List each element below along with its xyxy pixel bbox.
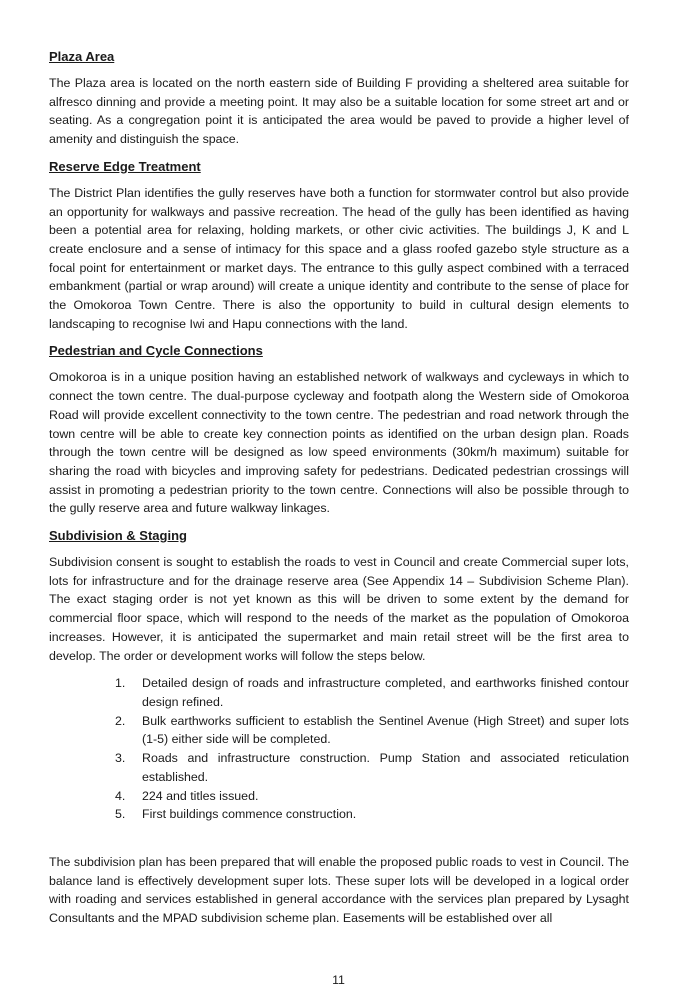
list-item [115,674,629,711]
list-item [115,749,629,786]
section-paragraph: The Plaza area is located on the north eastern side of Building F providing a sheltered area suitable for alfresco dinning and provide a meeting point. It may also be a suitable location for some street art and or seating. As a congregation point it is anticipated the area would be paved to provide a higher level of amenity and distinguish the space. [49,76,629,147]
section-paragraph: Omokoroa is in a unique position having an established network of walkways and cycleways in which to connect the town centre. The dual-purpose cycleway and footpath along the Western side of Omokoroa Road will provide excellent connectivity to the town centre. The pedestrian and road network through the town centre will be able to create key connection points as identified on the urban design plan. Roads through the town centre will be designed as low speed environments (30km/h maximum) suitable for sharing the road with bicycles and improving safety for pedestrians. Dedicated pedestrian crossings will assist in promoting a pedestrian priority to the town centre. Connections will also be possible through to the gully reserve area and future walkway linkages. [49,370,629,516]
list-item-number: 4. [115,788,126,803]
section-heading: Pedestrian and Cycle Connections [49,343,263,359]
list-item-number: 1. [115,676,126,691]
list-item-text: 224 and titles issued. [142,788,259,803]
list-item-number: 2. [115,713,126,728]
section-plaza-area [49,48,629,149]
list-item-text: Bulk earthworks sufficient to establish the Sentinel Avenue (High Street) and super lots (1-5) either side will be completed. [142,713,629,747]
section-heading: Subdivision & Staging [49,528,187,544]
list-item-text: First buildings commence construction. [142,807,357,822]
section-paragraph: Subdivision consent is sought to establish the roads to vest in Council and create Commercial super lots, lots for infrastructure and for the drainage reserve area (See Appendix 14 – Subdivision Scheme Plan). The exact staging order is not yet known as this will be driven to some extent by the demand for commercial floor space, which will respond to the needs of the market as the population of Omokoroa increases. However, it is anticipated the supermarket and main retail street will be the first area to develop. The order or development works will follow the steps below. [49,555,629,663]
section-subdivision-staging [49,527,629,665]
document-page [49,48,629,937]
list-item [115,787,629,806]
list-item [115,712,629,749]
section-pedestrian-cycle-connections [49,342,629,518]
staging-steps-list [115,674,629,824]
section-heading: Plaza Area [49,49,115,64]
page-number: 11 [332,973,345,987]
section-reserve-edge-treatment [49,158,629,334]
list-item-text: Detailed design of roads and infrastructure completed, and earthworks finished contour design refined. [142,676,629,709]
spacer [49,824,629,853]
section-paragraph: The District Plan identifies the gully reserves have both a function for stormwater control but also provide an opportunity for walkways and passive recreation. The head of the gully has been identified as having been a potential area for relaxing, holding markets, or other civic activities. The buildings J, K and L create enclosure and a sense of intimacy for this space and a glass roofed gazebo style structure as a focal point for entertainment or market days. The entrance to this gully aspect combined with a terraced embankment (partial or wrap around) will create a unique identity and contribute to the sense of place for the Omokoroa Town Centre. There is also the opportunity to build in cultural design elements to landscaping to recognise Iwi and Hapu connections with the land. [49,185,629,331]
list-item-number: 3. [115,751,126,766]
list-item [115,805,629,824]
section-heading: Reserve Edge Treatment [49,158,201,174]
closing-paragraph: The subdivision plan has been prepared that will enable the proposed public roads to vest in Council. The balance land is effectively development super lots. These super lots will be developed in a logical order with roading and services established in general accordance with the services plan prepared by Lysaght Consultants and the MPAD subdivision scheme plan. Easements will be established over all [49,854,629,926]
list-item-number: 5. [115,807,126,822]
list-item-text: Roads and infrastructure construction. Pump Station and associated reticulation established. [142,751,629,784]
